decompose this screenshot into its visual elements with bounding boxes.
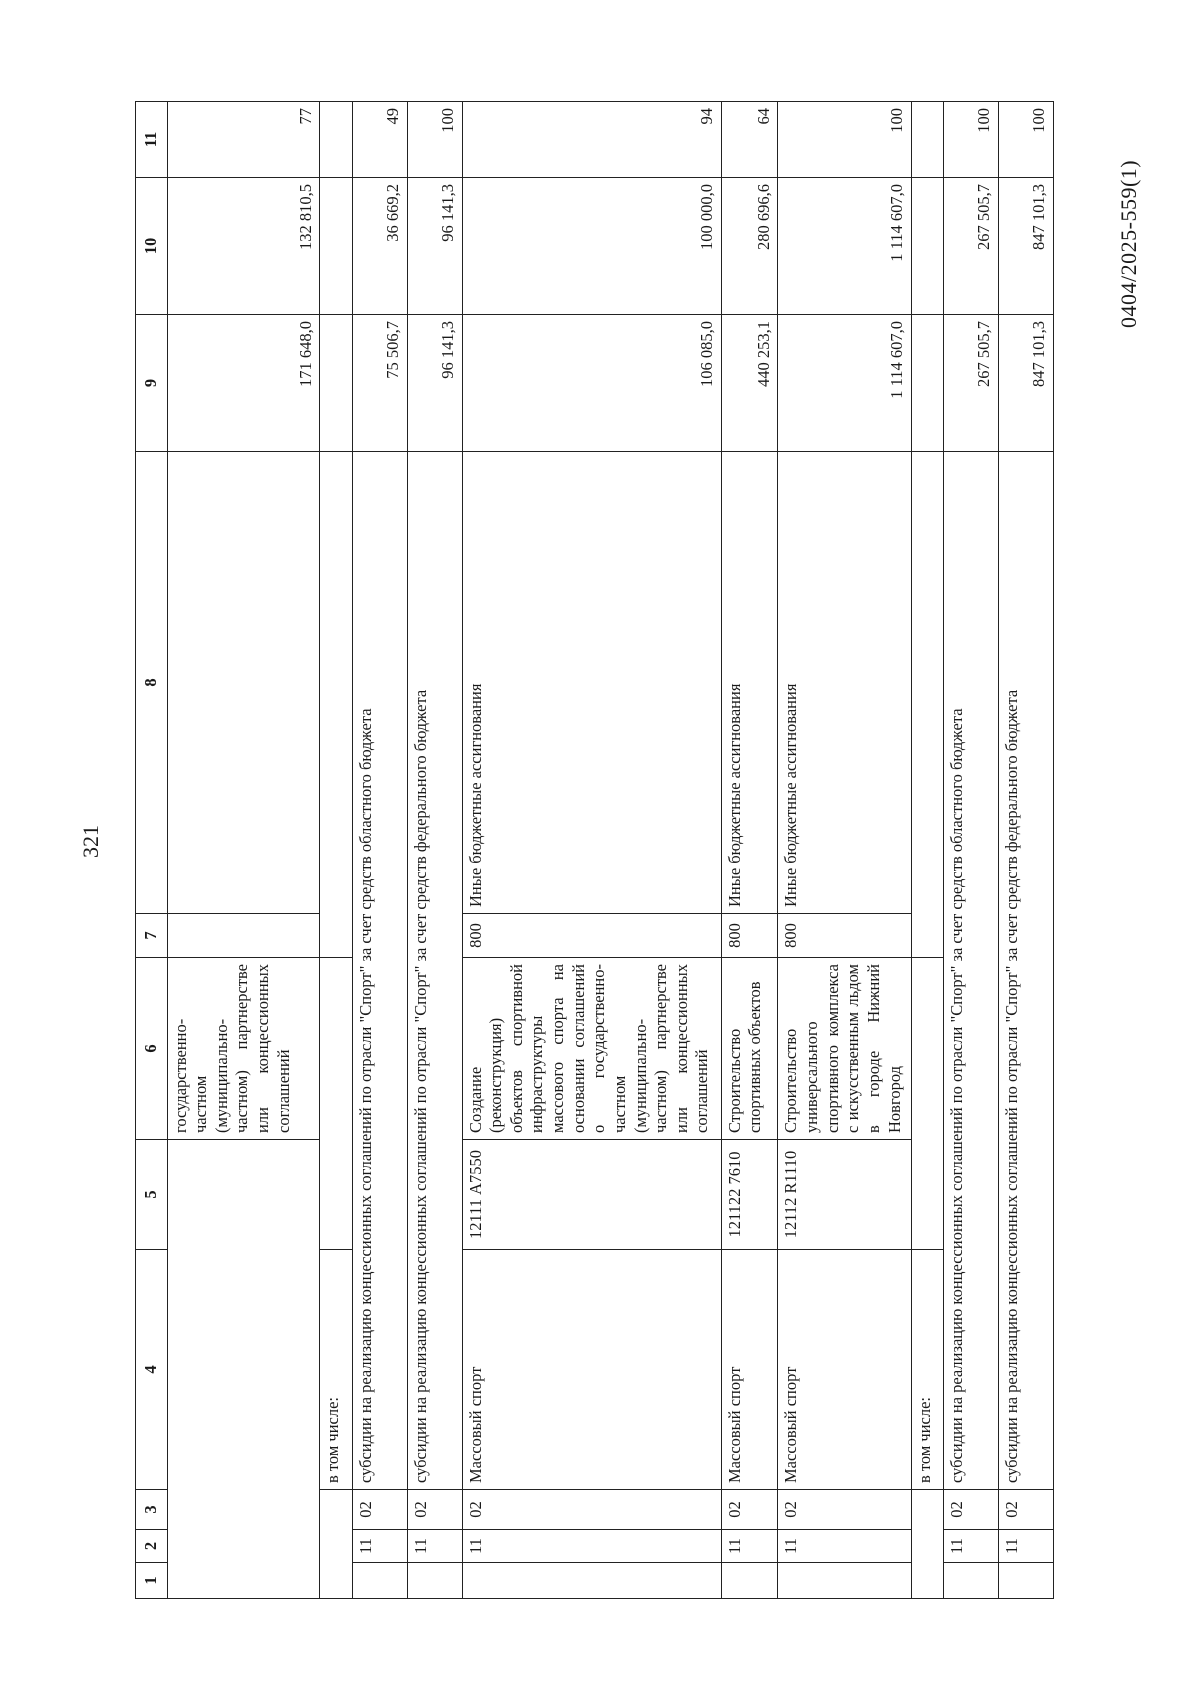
header-cell: 10 <box>136 178 168 315</box>
executed-amount: 847 101,3 <box>998 178 1053 315</box>
empty-cell <box>911 102 944 178</box>
target-article-code: 12112 R1110 <box>778 1140 911 1250</box>
subsection-code: 02 <box>998 1490 1053 1530</box>
table-row <box>721 102 778 1599</box>
subsection-code: 02 <box>778 1490 911 1530</box>
executed-amount: 132 810,5 <box>167 178 320 315</box>
empty-cell <box>320 315 353 452</box>
empty-cell <box>407 1563 462 1599</box>
empty-cell <box>911 452 944 958</box>
subsection-code: 02 <box>462 1490 721 1530</box>
header-cell: 4 <box>136 1250 168 1490</box>
empty-cell <box>778 1563 911 1599</box>
planned-amount: 847 101,3 <box>998 315 1053 452</box>
percent-executed: 100 <box>998 102 1053 178</box>
executed-amount: 280 696,6 <box>721 178 778 315</box>
target-article-name: государственно-частном (муниципально-частном) партнерстве или концессионных соглашений <box>167 958 320 1140</box>
expense-type-name: Иные бюджетные ассигнования <box>721 452 778 914</box>
target-article-name: Строительство спортивных объектов <box>721 958 778 1140</box>
section-code: 11 <box>352 1530 407 1563</box>
header-cell: 6 <box>136 958 168 1140</box>
section-code: 11 <box>998 1530 1053 1563</box>
target-article-code: 12111 А7550 <box>462 1140 721 1250</box>
empty-cell <box>911 315 944 452</box>
executed-amount: 1 114 607,0 <box>778 178 911 315</box>
percent-executed: 94 <box>462 102 721 178</box>
percent-executed: 64 <box>721 102 778 178</box>
planned-amount: 267 505,7 <box>944 315 999 452</box>
empty-cell <box>167 452 320 914</box>
section-label: в том числе: <box>320 1250 353 1490</box>
section-label: в том числе: <box>911 1250 944 1490</box>
table-row <box>167 102 320 1599</box>
subsection-code: 02 <box>352 1490 407 1530</box>
subsection-name: Массовый спорт <box>778 1250 911 1490</box>
subsection-code: 02 <box>944 1490 999 1530</box>
table-row <box>778 102 911 1599</box>
empty-cell <box>320 178 353 315</box>
section-code: 11 <box>944 1530 999 1563</box>
table-row <box>320 102 353 1599</box>
planned-amount: 440 253,1 <box>721 315 778 452</box>
rotated-table-wrapper <box>135 102 1054 1599</box>
subsidy-description: субсидии на реализацию концессионных соглашений по отрасли "Спорт" за счет средств областного бюджета <box>352 452 407 1490</box>
header-cell: 2 <box>136 1530 168 1563</box>
empty-cell <box>721 1563 778 1599</box>
empty-cell <box>911 1490 944 1599</box>
executed-amount: 36 669,2 <box>352 178 407 315</box>
empty-cell <box>167 914 320 958</box>
empty-cell <box>911 958 944 1250</box>
planned-amount: 1 114 607,0 <box>778 315 911 452</box>
expense-type-code: 800 <box>721 914 778 958</box>
percent-executed: 49 <box>352 102 407 178</box>
header-cell: 3 <box>136 1490 168 1530</box>
document-code: 0404/2025-559(1) <box>1116 159 1141 328</box>
target-article-name: Строительство универсального спортивного комплекса с искусственным льдом в городе Нижний Новгород <box>778 958 911 1140</box>
subsection-name: Массовый спорт <box>721 1250 778 1490</box>
percent-executed: 100 <box>407 102 462 178</box>
empty-cell <box>462 1563 721 1599</box>
empty-cell <box>320 102 353 178</box>
expense-type-code: 800 <box>462 914 721 958</box>
empty-cell <box>320 452 353 958</box>
executed-amount: 267 505,7 <box>944 178 999 315</box>
empty-cell <box>911 178 944 315</box>
empty-cell <box>352 1563 407 1599</box>
header-cell: 11 <box>136 102 168 178</box>
table-row <box>911 102 944 1599</box>
section-code: 11 <box>778 1530 911 1563</box>
budget-table <box>135 101 1054 1599</box>
header-cell: 8 <box>136 452 168 914</box>
executed-amount: 100 000,0 <box>462 178 721 315</box>
planned-amount: 96 141,3 <box>407 315 462 452</box>
percent-executed: 100 <box>944 102 999 178</box>
section-code: 11 <box>407 1530 462 1563</box>
header-row <box>136 102 168 1599</box>
header-cell: 9 <box>136 315 168 452</box>
table-row <box>998 102 1053 1599</box>
subsidy-description: субсидии на реализацию концессионных соглашений по отрасли "Спорт" за счет средств федерального бюджета <box>998 452 1053 1490</box>
empty-cell <box>320 958 353 1250</box>
target-article-name: Создание (реконструкция) объектов спортивной инфраструктуры массового спорта на основании соглашений о государственно-частном (муниципально-частном) партнерстве или концессионных соглашений <box>462 958 721 1140</box>
header-cell: 1 <box>136 1563 168 1599</box>
subsidy-description: субсидии на реализацию концессионных соглашений по отрасли "Спорт" за счет средств федерального бюджета <box>407 452 462 1490</box>
executed-amount: 96 141,3 <box>407 178 462 315</box>
expense-type-code: 800 <box>778 914 911 958</box>
planned-amount: 75 506,7 <box>352 315 407 452</box>
table-row <box>944 102 999 1599</box>
empty-cell <box>320 1490 353 1599</box>
page-number: 321 <box>78 825 103 858</box>
empty-cell <box>998 1563 1053 1599</box>
table-row <box>352 102 407 1599</box>
target-article-code: 121122 7610 <box>721 1140 778 1250</box>
table-row <box>407 102 462 1599</box>
section-code: 11 <box>462 1530 721 1563</box>
percent-executed: 77 <box>167 102 320 178</box>
empty-cell <box>167 1140 320 1599</box>
expense-type-name: Иные бюджетные ассигнования <box>778 452 911 914</box>
subsection-name: Массовый спорт <box>462 1250 721 1490</box>
table-row <box>462 102 721 1599</box>
percent-executed: 100 <box>778 102 911 178</box>
subsection-code: 02 <box>407 1490 462 1530</box>
planned-amount: 106 085,0 <box>462 315 721 452</box>
empty-cell <box>944 1563 999 1599</box>
subsidy-description: субсидии на реализацию концессионных соглашений по отрасли "Спорт" за счет средств областного бюджета <box>944 452 999 1490</box>
planned-amount: 171 648,0 <box>167 315 320 452</box>
subsection-code: 02 <box>721 1490 778 1530</box>
section-code: 11 <box>721 1530 778 1563</box>
expense-type-name: Иные бюджетные ассигнования <box>462 452 721 914</box>
header-cell: 5 <box>136 1140 168 1250</box>
header-cell: 7 <box>136 914 168 958</box>
